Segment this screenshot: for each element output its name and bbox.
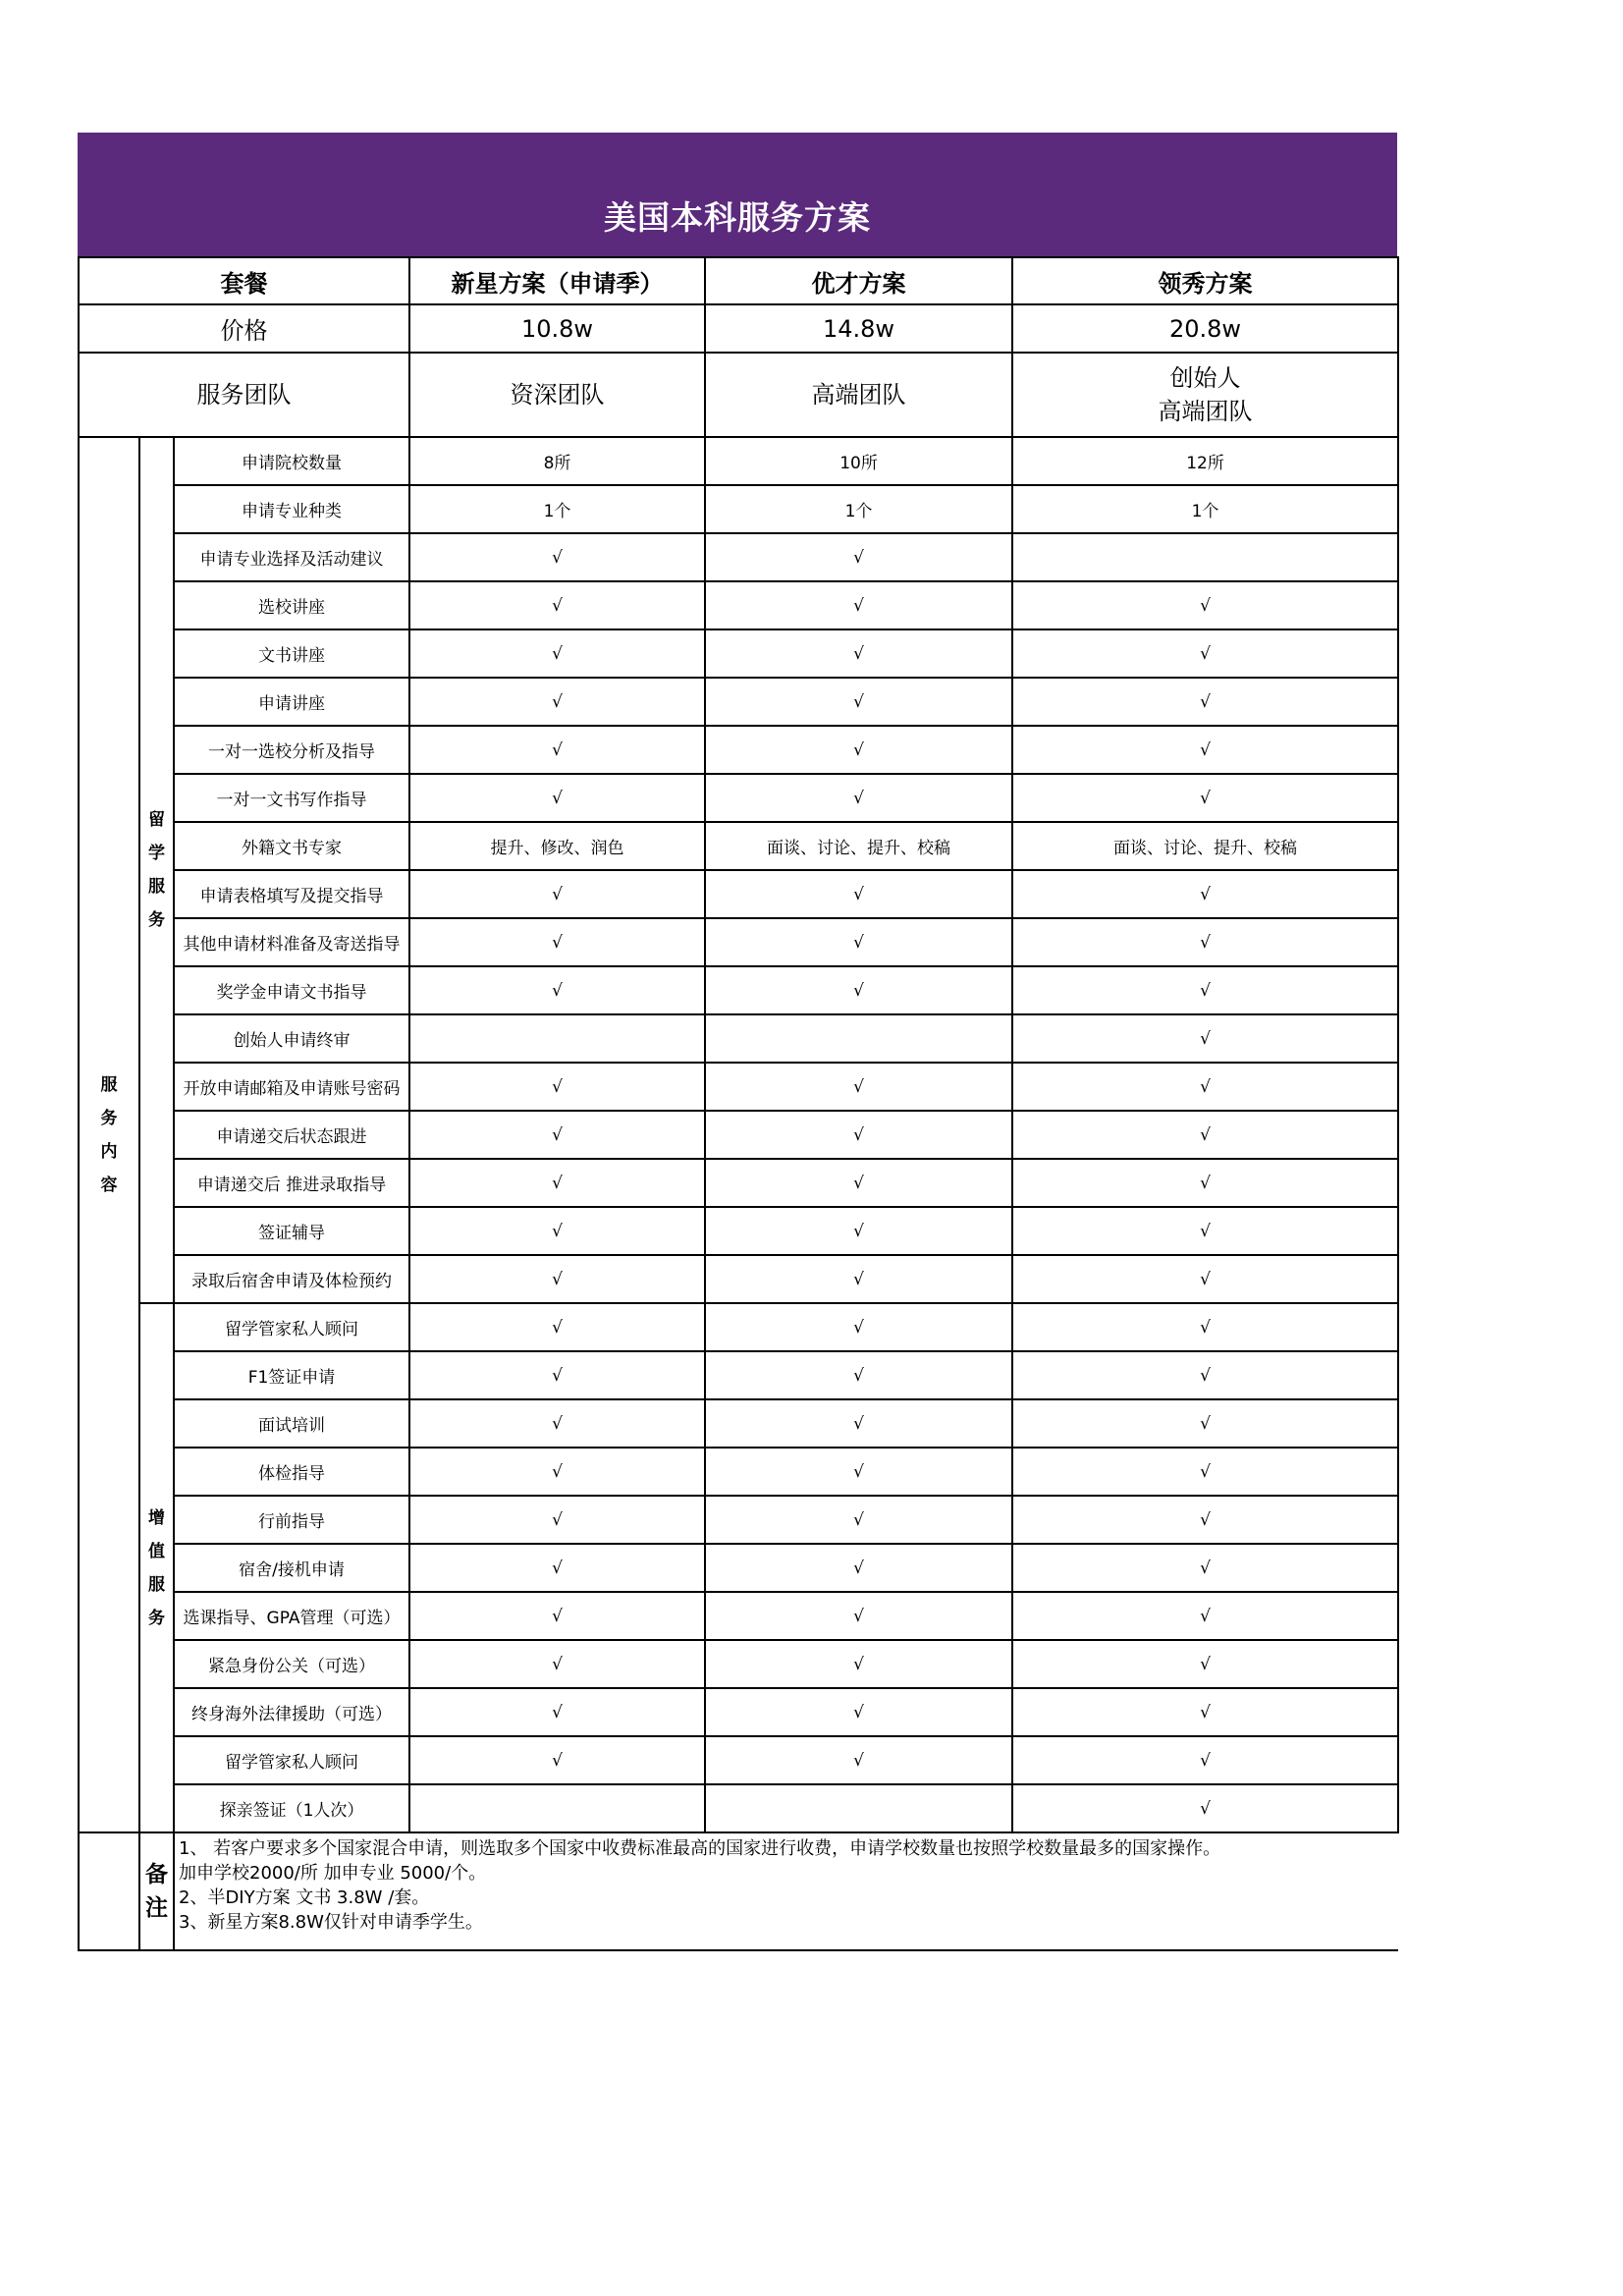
header-plan-youcai: 优才方案 xyxy=(705,257,1012,304)
cell-lingxiu: √ xyxy=(1012,629,1398,678)
table-row xyxy=(79,1351,1398,1399)
row-label: 申请院校数量 xyxy=(174,437,409,485)
row-label: 申请递交后 推进录取指导 xyxy=(174,1159,409,1207)
cell-lingxiu: √ xyxy=(1012,1351,1398,1399)
cell-lingxiu: √ xyxy=(1012,1111,1398,1159)
table-row xyxy=(79,1736,1398,1784)
cell-lingxiu: √ xyxy=(1012,870,1398,918)
cell-youcai: √ xyxy=(705,1496,1012,1544)
table-row xyxy=(79,822,1398,870)
price-row xyxy=(79,304,1398,353)
cell-lingxiu: √ xyxy=(1012,581,1398,629)
row-label: 申请讲座 xyxy=(174,678,409,726)
cell-lingxiu: √ xyxy=(1012,966,1398,1014)
notes-group-char: 注 xyxy=(145,1895,168,1921)
team-lingxiu xyxy=(1012,353,1398,437)
notes-group-label xyxy=(139,1832,174,1950)
cell-xinxing: 提升、修改、润色 xyxy=(409,822,705,870)
table-row xyxy=(79,1255,1398,1303)
cell-youcai: √ xyxy=(705,1736,1012,1784)
cell-youcai: √ xyxy=(705,1159,1012,1207)
cell-lingxiu: √ xyxy=(1012,1303,1398,1351)
cell-xinxing: √ xyxy=(409,581,705,629)
price-label: 价格 xyxy=(79,304,409,353)
service-plan-sheet xyxy=(78,133,1397,1951)
table-row xyxy=(79,629,1398,678)
table-row xyxy=(79,1303,1398,1351)
row-label: 开放申请邮箱及申请账号密码 xyxy=(174,1063,409,1111)
note-line: 1、 若客户要求多个国家混合申请，则选取多个国家中收费标准最高的国家进行收费，申请学校数量也按照学校数量最多的国家操作。 xyxy=(179,1838,1221,1859)
study-service-group-char: 服 xyxy=(148,877,165,897)
study-service-group-char: 学 xyxy=(148,844,165,863)
row-label: 终身海外法律援助（可选） xyxy=(174,1688,409,1736)
row-label: F1签证申请 xyxy=(174,1351,409,1399)
cell-xinxing: √ xyxy=(409,1592,705,1640)
cell-xinxing: √ xyxy=(409,1351,705,1399)
cell-xinxing: √ xyxy=(409,1544,705,1592)
cell-lingxiu xyxy=(1012,533,1398,581)
value-added-group-char: 值 xyxy=(148,1541,165,1561)
header-package-label: 套餐 xyxy=(79,257,409,304)
plan-table xyxy=(78,256,1399,1951)
cell-xinxing: √ xyxy=(409,629,705,678)
cell-xinxing: √ xyxy=(409,678,705,726)
row-label: 留学管家私人顾问 xyxy=(174,1736,409,1784)
table-row xyxy=(79,1399,1398,1448)
team-lingxiu-line1: 创始人 xyxy=(1169,364,1241,392)
study-service-group-label xyxy=(139,437,174,1303)
cell-youcai: √ xyxy=(705,678,1012,726)
service-content-group-char: 内 xyxy=(100,1141,118,1162)
cell-lingxiu: √ xyxy=(1012,1207,1398,1255)
value-added-group-char: 服 xyxy=(148,1574,165,1595)
notes-spacer xyxy=(79,1832,139,1950)
notes-row xyxy=(79,1832,1398,1950)
table-row xyxy=(79,1592,1398,1640)
team-youcai: 高端团队 xyxy=(705,353,1012,437)
cell-youcai: √ xyxy=(705,1303,1012,1351)
table-row xyxy=(79,533,1398,581)
study-service-group-char: 留 xyxy=(148,810,165,830)
cell-lingxiu: √ xyxy=(1012,1063,1398,1111)
cell-xinxing: √ xyxy=(409,1640,705,1688)
cell-xinxing: √ xyxy=(409,774,705,822)
cell-youcai: √ xyxy=(705,918,1012,966)
cell-youcai xyxy=(705,1784,1012,1832)
cell-lingxiu: √ xyxy=(1012,1784,1398,1832)
cell-lingxiu: 12所 xyxy=(1012,437,1398,485)
cell-youcai: √ xyxy=(705,1688,1012,1736)
cell-lingxiu: √ xyxy=(1012,1640,1398,1688)
table-row xyxy=(79,1014,1398,1063)
table-row xyxy=(79,1111,1398,1159)
cell-youcai: √ xyxy=(705,1207,1012,1255)
table-row xyxy=(79,1640,1398,1688)
service-content-group-char: 服 xyxy=(100,1074,118,1095)
cell-youcai: √ xyxy=(705,774,1012,822)
cell-xinxing: √ xyxy=(409,1496,705,1544)
table-row xyxy=(79,774,1398,822)
row-label: 奖学金申请文书指导 xyxy=(174,966,409,1014)
row-label: 面试培训 xyxy=(174,1399,409,1448)
header-row xyxy=(79,257,1398,304)
row-label: 体检指导 xyxy=(174,1448,409,1496)
row-label: 创始人申请终审 xyxy=(174,1014,409,1063)
cell-lingxiu: √ xyxy=(1012,918,1398,966)
cell-youcai: 面谈、讨论、提升、校稿 xyxy=(705,822,1012,870)
cell-lingxiu: √ xyxy=(1012,1014,1398,1063)
cell-lingxiu: √ xyxy=(1012,1159,1398,1207)
table-row xyxy=(79,726,1398,774)
row-label: 申请递交后状态跟进 xyxy=(174,1111,409,1159)
row-label: 其他申请材料准备及寄送指导 xyxy=(174,918,409,966)
cell-lingxiu: 1个 xyxy=(1012,485,1398,533)
price-youcai: 14.8w xyxy=(705,304,1012,353)
service-content-group-char: 容 xyxy=(100,1175,118,1195)
cell-youcai: √ xyxy=(705,1448,1012,1496)
row-label: 留学管家私人顾问 xyxy=(174,1303,409,1351)
table-row xyxy=(79,1448,1398,1496)
cell-xinxing: √ xyxy=(409,726,705,774)
cell-lingxiu: √ xyxy=(1012,1736,1398,1784)
cell-youcai: 1个 xyxy=(705,485,1012,533)
row-label: 申请表格填写及提交指导 xyxy=(174,870,409,918)
table-row xyxy=(79,1159,1398,1207)
cell-youcai: √ xyxy=(705,726,1012,774)
cell-xinxing: √ xyxy=(409,1688,705,1736)
table-row xyxy=(79,918,1398,966)
cell-xinxing: √ xyxy=(409,966,705,1014)
cell-xinxing xyxy=(409,1784,705,1832)
table-row xyxy=(79,1784,1398,1832)
study-service-group-char: 务 xyxy=(148,910,165,930)
row-label: 探亲签证（1人次） xyxy=(174,1784,409,1832)
cell-lingxiu: √ xyxy=(1012,1496,1398,1544)
row-label: 录取后宿舍申请及体检预约 xyxy=(174,1255,409,1303)
row-label: 选校讲座 xyxy=(174,581,409,629)
cell-xinxing: √ xyxy=(409,533,705,581)
table-row xyxy=(79,485,1398,533)
cell-youcai: √ xyxy=(705,533,1012,581)
cell-xinxing: √ xyxy=(409,870,705,918)
cell-xinxing: √ xyxy=(409,1303,705,1351)
cell-youcai: √ xyxy=(705,966,1012,1014)
cell-youcai: √ xyxy=(705,1640,1012,1688)
cell-youcai: √ xyxy=(705,1592,1012,1640)
cell-xinxing: √ xyxy=(409,1448,705,1496)
cell-xinxing: √ xyxy=(409,1255,705,1303)
cell-lingxiu: √ xyxy=(1012,774,1398,822)
cell-xinxing: √ xyxy=(409,1063,705,1111)
table-row xyxy=(79,1207,1398,1255)
table-row xyxy=(79,1544,1398,1592)
table-row xyxy=(79,581,1398,629)
notes-group-char: 备 xyxy=(145,1862,168,1887)
price-xinxing: 10.8w xyxy=(409,304,705,353)
service-content-group-char: 务 xyxy=(100,1108,118,1128)
cell-youcai: √ xyxy=(705,1544,1012,1592)
value-added-group-char: 增 xyxy=(148,1507,165,1528)
cell-xinxing: √ xyxy=(409,1207,705,1255)
cell-youcai xyxy=(705,1014,1012,1063)
table-row xyxy=(79,1688,1398,1736)
row-label: 文书讲座 xyxy=(174,629,409,678)
cell-lingxiu: 面谈、讨论、提升、校稿 xyxy=(1012,822,1398,870)
value-added-group-label xyxy=(139,1303,174,1832)
cell-youcai: √ xyxy=(705,629,1012,678)
team-xinxing: 资深团队 xyxy=(409,353,705,437)
cell-youcai: √ xyxy=(705,870,1012,918)
cell-xinxing: 1个 xyxy=(409,485,705,533)
cell-youcai: √ xyxy=(705,1063,1012,1111)
row-label: 申请专业种类 xyxy=(174,485,409,533)
notes-text xyxy=(174,1832,1398,1950)
table-row xyxy=(79,1496,1398,1544)
cell-lingxiu: √ xyxy=(1012,1255,1398,1303)
cell-lingxiu: √ xyxy=(1012,1688,1398,1736)
team-label: 服务团队 xyxy=(79,353,409,437)
cell-lingxiu: √ xyxy=(1012,726,1398,774)
cell-xinxing: √ xyxy=(409,1159,705,1207)
cell-youcai: √ xyxy=(705,1111,1012,1159)
cell-xinxing: 8所 xyxy=(409,437,705,485)
table-row xyxy=(79,678,1398,726)
row-label: 一对一选校分析及指导 xyxy=(174,726,409,774)
cell-youcai: √ xyxy=(705,1351,1012,1399)
table-row xyxy=(79,966,1398,1014)
row-label: 宿舍/接机申请 xyxy=(174,1544,409,1592)
team-row xyxy=(79,353,1398,437)
team-lingxiu-line2: 高端团队 xyxy=(1158,398,1253,425)
row-label: 紧急身份公关（可选） xyxy=(174,1640,409,1688)
note-line: 3、新星方案8.8W仅针对申请季学生。 xyxy=(179,1912,483,1933)
row-label: 申请专业选择及活动建议 xyxy=(174,533,409,581)
table-row xyxy=(79,1063,1398,1111)
row-label: 行前指导 xyxy=(174,1496,409,1544)
cell-xinxing: √ xyxy=(409,1399,705,1448)
price-lingxiu: 20.8w xyxy=(1012,304,1398,353)
table-row xyxy=(79,437,1398,485)
row-label: 选课指导、GPA管理（可选） xyxy=(174,1592,409,1640)
note-line: 2、半DIY方案 文书 3.8W /套。 xyxy=(179,1887,430,1908)
cell-youcai: √ xyxy=(705,1399,1012,1448)
cell-lingxiu: √ xyxy=(1012,1448,1398,1496)
row-label: 外籍文书专家 xyxy=(174,822,409,870)
cell-xinxing: √ xyxy=(409,1111,705,1159)
cell-youcai: √ xyxy=(705,1255,1012,1303)
cell-lingxiu: √ xyxy=(1012,678,1398,726)
note-line: 加申学校2000/所 加申专业 5000/个。 xyxy=(179,1863,487,1884)
cell-lingxiu: √ xyxy=(1012,1399,1398,1448)
cell-xinxing: √ xyxy=(409,1736,705,1784)
cell-lingxiu: √ xyxy=(1012,1592,1398,1640)
row-label: 签证辅导 xyxy=(174,1207,409,1255)
cell-youcai: 10所 xyxy=(705,437,1012,485)
cell-youcai: √ xyxy=(705,581,1012,629)
cell-xinxing xyxy=(409,1014,705,1063)
header-plan-xinxing: 新星方案（申请季） xyxy=(409,257,705,304)
header-plan-lingxiu: 领秀方案 xyxy=(1012,257,1398,304)
table-row xyxy=(79,870,1398,918)
cell-lingxiu: √ xyxy=(1012,1544,1398,1592)
service-content-group-label xyxy=(79,437,139,1832)
page-title: 美国本科服务方案 xyxy=(78,133,1397,256)
cell-xinxing: √ xyxy=(409,918,705,966)
value-added-group-char: 务 xyxy=(148,1608,165,1628)
row-label: 一对一文书写作指导 xyxy=(174,774,409,822)
